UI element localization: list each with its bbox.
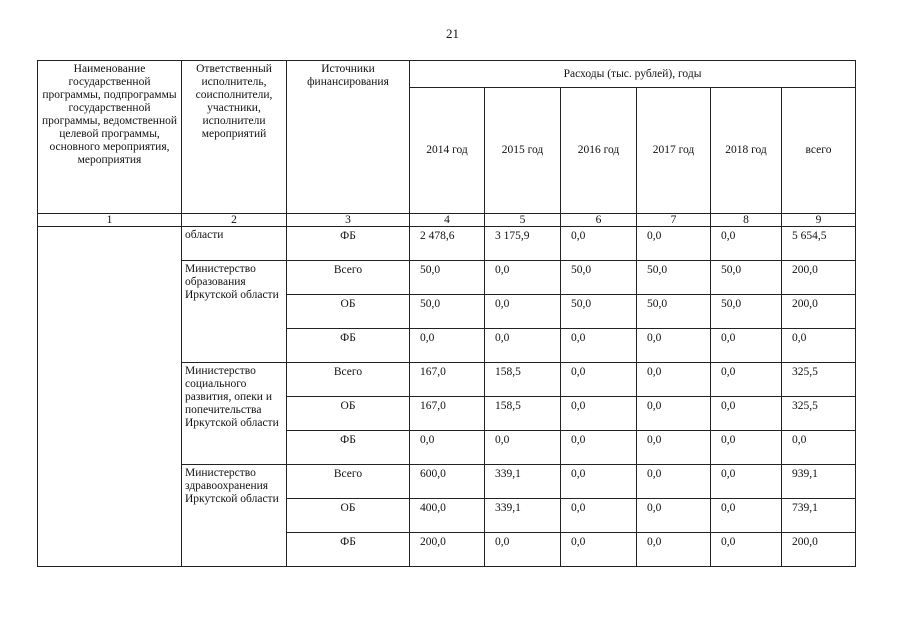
value-cell: 200,0 — [410, 533, 485, 567]
executor-cell: Министерство образования Иркутской области — [182, 261, 287, 363]
value-cell: 0,0 — [561, 363, 637, 397]
value-cell: 0,0 — [561, 465, 637, 499]
source-cell: ФБ — [287, 227, 410, 261]
source-cell: ОБ — [287, 499, 410, 533]
header-executor: Ответственный исполнитель, соисполнители, участники, исполнители мероприятий — [182, 61, 287, 214]
value-cell: 2 478,6 — [410, 227, 485, 261]
page-number: 21 — [446, 26, 459, 41]
value-cell: 167,0 — [410, 397, 485, 431]
value-cell: 0,0 — [561, 533, 637, 567]
value-cell: 0,0 — [561, 329, 637, 363]
value-cell: 167,0 — [410, 363, 485, 397]
value-cell: 325,5 — [782, 397, 856, 431]
table-row — [38, 227, 856, 261]
header-year: 2017 год — [637, 88, 711, 214]
value-cell: 739,1 — [782, 499, 856, 533]
budget-table — [37, 60, 856, 567]
source-cell: Всего — [287, 465, 410, 499]
value-cell: 600,0 — [410, 465, 485, 499]
column-number: 9 — [782, 214, 856, 227]
header-year: 2016 год — [561, 88, 637, 214]
value-cell: 0,0 — [637, 363, 711, 397]
column-number: 8 — [711, 214, 782, 227]
header-year: 2014 год — [410, 88, 485, 214]
value-cell: 0,0 — [410, 431, 485, 465]
value-cell: 0,0 — [561, 227, 637, 261]
header-year: всего — [782, 88, 856, 214]
value-cell: 0,0 — [485, 431, 561, 465]
column-number: 7 — [637, 214, 711, 227]
value-cell: 0,0 — [782, 329, 856, 363]
value-cell: 5 654,5 — [782, 227, 856, 261]
value-cell: 0,0 — [711, 329, 782, 363]
column-number: 3 — [287, 214, 410, 227]
value-cell: 0,0 — [561, 397, 637, 431]
value-cell: 0,0 — [711, 227, 782, 261]
value-cell: 50,0 — [637, 295, 711, 329]
value-cell: 339,1 — [485, 499, 561, 533]
value-cell: 50,0 — [561, 295, 637, 329]
header-expenses: Расходы (тыс. рублей), годы — [410, 61, 856, 88]
value-cell: 325,5 — [782, 363, 856, 397]
value-cell: 339,1 — [485, 465, 561, 499]
column-number: 4 — [410, 214, 485, 227]
value-cell: 200,0 — [782, 295, 856, 329]
value-cell: 0,0 — [711, 533, 782, 567]
value-cell: 158,5 — [485, 397, 561, 431]
value-cell: 0,0 — [637, 533, 711, 567]
value-cell: 0,0 — [637, 431, 711, 465]
value-cell: 50,0 — [561, 261, 637, 295]
value-cell: 0,0 — [711, 499, 782, 533]
value-cell: 0,0 — [561, 499, 637, 533]
value-cell: 3 175,9 — [485, 227, 561, 261]
source-cell: ФБ — [287, 431, 410, 465]
value-cell: 0,0 — [782, 431, 856, 465]
value-cell: 0,0 — [637, 227, 711, 261]
executor-cell: Министерство здравоохранения Иркутской области — [182, 465, 287, 567]
value-cell: 0,0 — [711, 363, 782, 397]
column-number: 1 — [38, 214, 182, 227]
header-sources: Источники финансирования — [287, 61, 410, 214]
source-cell: ОБ — [287, 295, 410, 329]
source-cell: ФБ — [287, 533, 410, 567]
header-year: 2015 год — [485, 88, 561, 214]
value-cell: 200,0 — [782, 261, 856, 295]
column-number: 6 — [561, 214, 637, 227]
value-cell: 0,0 — [637, 465, 711, 499]
value-cell: 0,0 — [637, 397, 711, 431]
value-cell: 400,0 — [410, 499, 485, 533]
value-cell: 0,0 — [485, 261, 561, 295]
value-cell: 50,0 — [711, 261, 782, 295]
value-cell: 50,0 — [711, 295, 782, 329]
executor-cell: области — [182, 227, 287, 261]
source-cell: Всего — [287, 261, 410, 295]
value-cell: 0,0 — [485, 295, 561, 329]
value-cell: 0,0 — [637, 499, 711, 533]
header-year: 2018 год — [711, 88, 782, 214]
value-cell: 0,0 — [711, 431, 782, 465]
value-cell: 50,0 — [410, 261, 485, 295]
header-name: Наименование государственной программы, подпрограммы государственной программы, ведомственной целевой программы, основного мероприятия, мероприятия — [38, 61, 182, 214]
column-number: 2 — [182, 214, 287, 227]
value-cell: 200,0 — [782, 533, 856, 567]
source-cell: ОБ — [287, 397, 410, 431]
value-cell: 939,1 — [782, 465, 856, 499]
value-cell: 0,0 — [637, 329, 711, 363]
executor-cell: Министерство социального развития, опеки и попечительства Иркутской области — [182, 363, 287, 465]
value-cell: 50,0 — [410, 295, 485, 329]
value-cell: 0,0 — [711, 397, 782, 431]
source-cell: ФБ — [287, 329, 410, 363]
value-cell: 0,0 — [485, 329, 561, 363]
column-number: 5 — [485, 214, 561, 227]
program-name-cell — [38, 227, 182, 567]
value-cell: 158,5 — [485, 363, 561, 397]
source-cell: Всего — [287, 363, 410, 397]
value-cell: 50,0 — [637, 261, 711, 295]
value-cell: 0,0 — [485, 533, 561, 567]
value-cell: 0,0 — [410, 329, 485, 363]
value-cell: 0,0 — [711, 465, 782, 499]
value-cell: 0,0 — [561, 431, 637, 465]
